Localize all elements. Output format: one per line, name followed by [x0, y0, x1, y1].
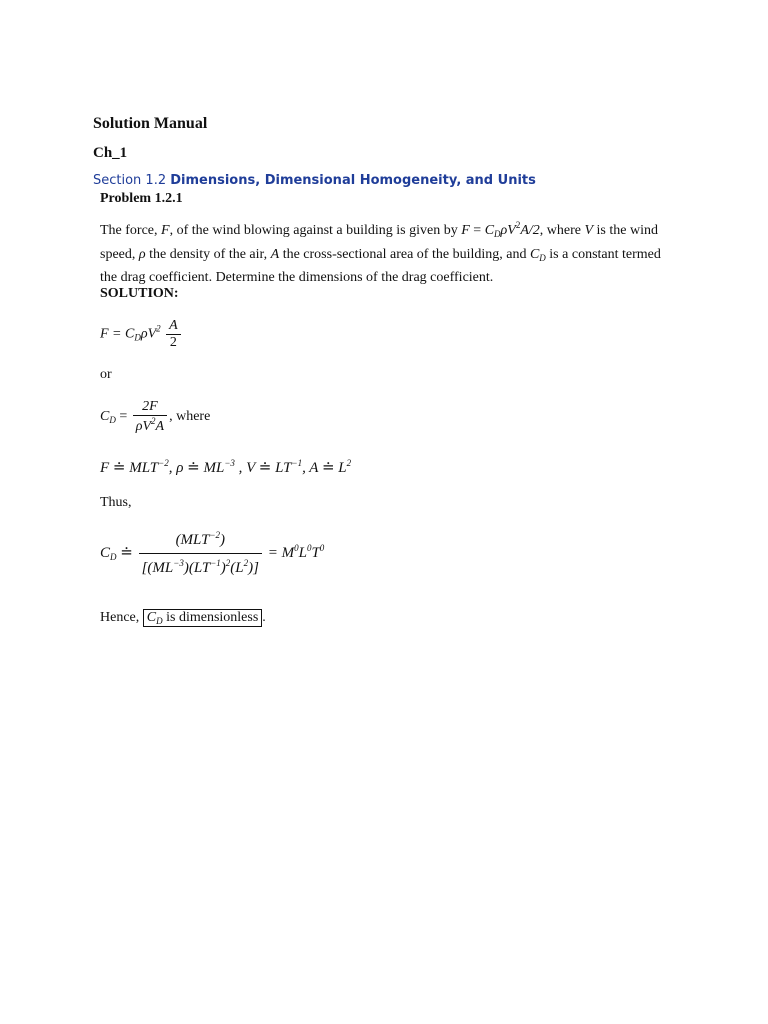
eq-subscript: D — [110, 551, 117, 562]
conclusion-period: . — [262, 610, 266, 625]
statement-text: , of the wind blowing against a building is given by — [169, 223, 462, 238]
eq-text: , V ≐ LT — [234, 460, 292, 476]
eq-superscript: 0 — [294, 542, 299, 553]
eq-text: ) — [220, 560, 226, 576]
eq-fraction — [166, 318, 181, 351]
chapter-label: Ch_1 — [93, 145, 128, 161]
formula-symbol: A/2 — [520, 223, 540, 238]
formula-operator: = — [469, 223, 485, 238]
eq-superscript: 0 — [306, 542, 312, 553]
formula-symbol: F — [461, 223, 470, 238]
eq-text: C — [100, 409, 110, 425]
symbol-f: F — [161, 223, 170, 238]
symbol-c: C — [529, 246, 540, 262]
equation-drag-coefficient — [100, 399, 210, 435]
statement-text: the density of the air, — [145, 246, 271, 262]
eq-text: , where — [169, 409, 211, 425]
equation-result — [100, 530, 324, 577]
eq-subscript: D — [134, 332, 141, 343]
eq-superscript: 0 — [319, 542, 325, 553]
answer-symbol: C — [146, 610, 157, 625]
section-heading — [93, 173, 536, 188]
eq-text: F = C — [100, 326, 135, 342]
problem-statement — [100, 216, 665, 288]
eq-text: T — [311, 544, 320, 561]
eq-fraction — [133, 399, 167, 435]
fraction-denominator: 2 — [169, 335, 177, 350]
statement-text: is the wind speed, — [100, 223, 658, 262]
eq-superscript: 2 — [346, 458, 352, 468]
answer-text: is dimensionless — [162, 610, 259, 625]
fraction-denominator — [139, 554, 262, 577]
eq-text: [(ML — [141, 560, 174, 576]
equation-dimensions — [100, 458, 351, 477]
eq-text: C — [100, 544, 111, 561]
eq-text: , ρ ≐ ML — [168, 460, 225, 476]
eq-operator: = — [115, 409, 131, 425]
eq-superscript: 2 — [151, 416, 156, 426]
statement-text: is a constant termed the drag coefficient. Determine the dimensions of the drag coefficient. — [100, 246, 661, 285]
eq-text: )(LT — [183, 560, 211, 576]
fraction-numerator: 2F — [133, 399, 167, 416]
formula-symbol: ρV — [500, 223, 516, 238]
symbol-a: A — [270, 246, 280, 262]
formula-symbol: C — [484, 223, 495, 238]
answer-subscript: D — [156, 616, 163, 626]
eq-fraction — [139, 530, 262, 577]
eq-text: = M — [263, 544, 295, 561]
equation-force — [100, 318, 183, 351]
section-title: Dimensions, Dimensional Homogeneity, and Units — [170, 173, 536, 188]
eq-superscript: −1 — [210, 558, 221, 568]
or-text: or — [100, 367, 112, 382]
eq-superscript: −1 — [291, 458, 303, 468]
fraction-numerator — [139, 530, 262, 554]
eq-text: ) — [220, 532, 226, 548]
eq-text: ρV — [140, 326, 157, 342]
eq-superscript: 2 — [243, 558, 249, 568]
eq-superscript: −3 — [224, 458, 235, 468]
thus-text: Thus, — [100, 495, 132, 510]
eq-text: ρV — [135, 419, 152, 434]
formula-superscript: 2 — [515, 220, 521, 230]
eq-text: F ≐ MLT — [100, 460, 159, 476]
eq-text: L — [298, 544, 307, 561]
eq-operator: ≐ — [116, 544, 137, 561]
conclusion — [100, 609, 266, 627]
symbol-v: V — [584, 223, 594, 238]
eq-text: (MLT — [175, 532, 210, 548]
statement-text: , where — [539, 223, 585, 238]
symbol-subscript: D — [539, 252, 546, 263]
section-number: Section 1.2 — [93, 173, 167, 188]
symbol-rho: ρ — [138, 246, 146, 262]
solution-heading: SOLUTION: — [100, 286, 179, 301]
problem-label: Problem 1.2.1 — [100, 191, 183, 206]
eq-superscript: 2 — [225, 558, 231, 568]
eq-superscript: −2 — [209, 530, 221, 540]
eq-text: (L — [230, 560, 244, 576]
answer-box — [143, 609, 263, 627]
eq-superscript: −2 — [158, 458, 169, 468]
document-title: Solution Manual — [93, 115, 208, 132]
conclusion-text: Hence, — [100, 610, 143, 625]
fraction-numerator: A — [166, 318, 181, 335]
eq-text: A — [155, 419, 165, 434]
fraction-denominator — [133, 416, 167, 435]
eq-superscript: 2 — [156, 323, 161, 334]
eq-text: )] — [248, 560, 259, 576]
statement-text: the cross-sectional area of the building, and — [279, 246, 530, 262]
eq-text: , A ≐ L — [302, 460, 347, 476]
eq-superscript: −3 — [173, 558, 184, 568]
statement-text: The force, — [100, 223, 162, 238]
formula-subscript: D — [494, 229, 501, 239]
eq-subscript: D — [109, 415, 116, 426]
